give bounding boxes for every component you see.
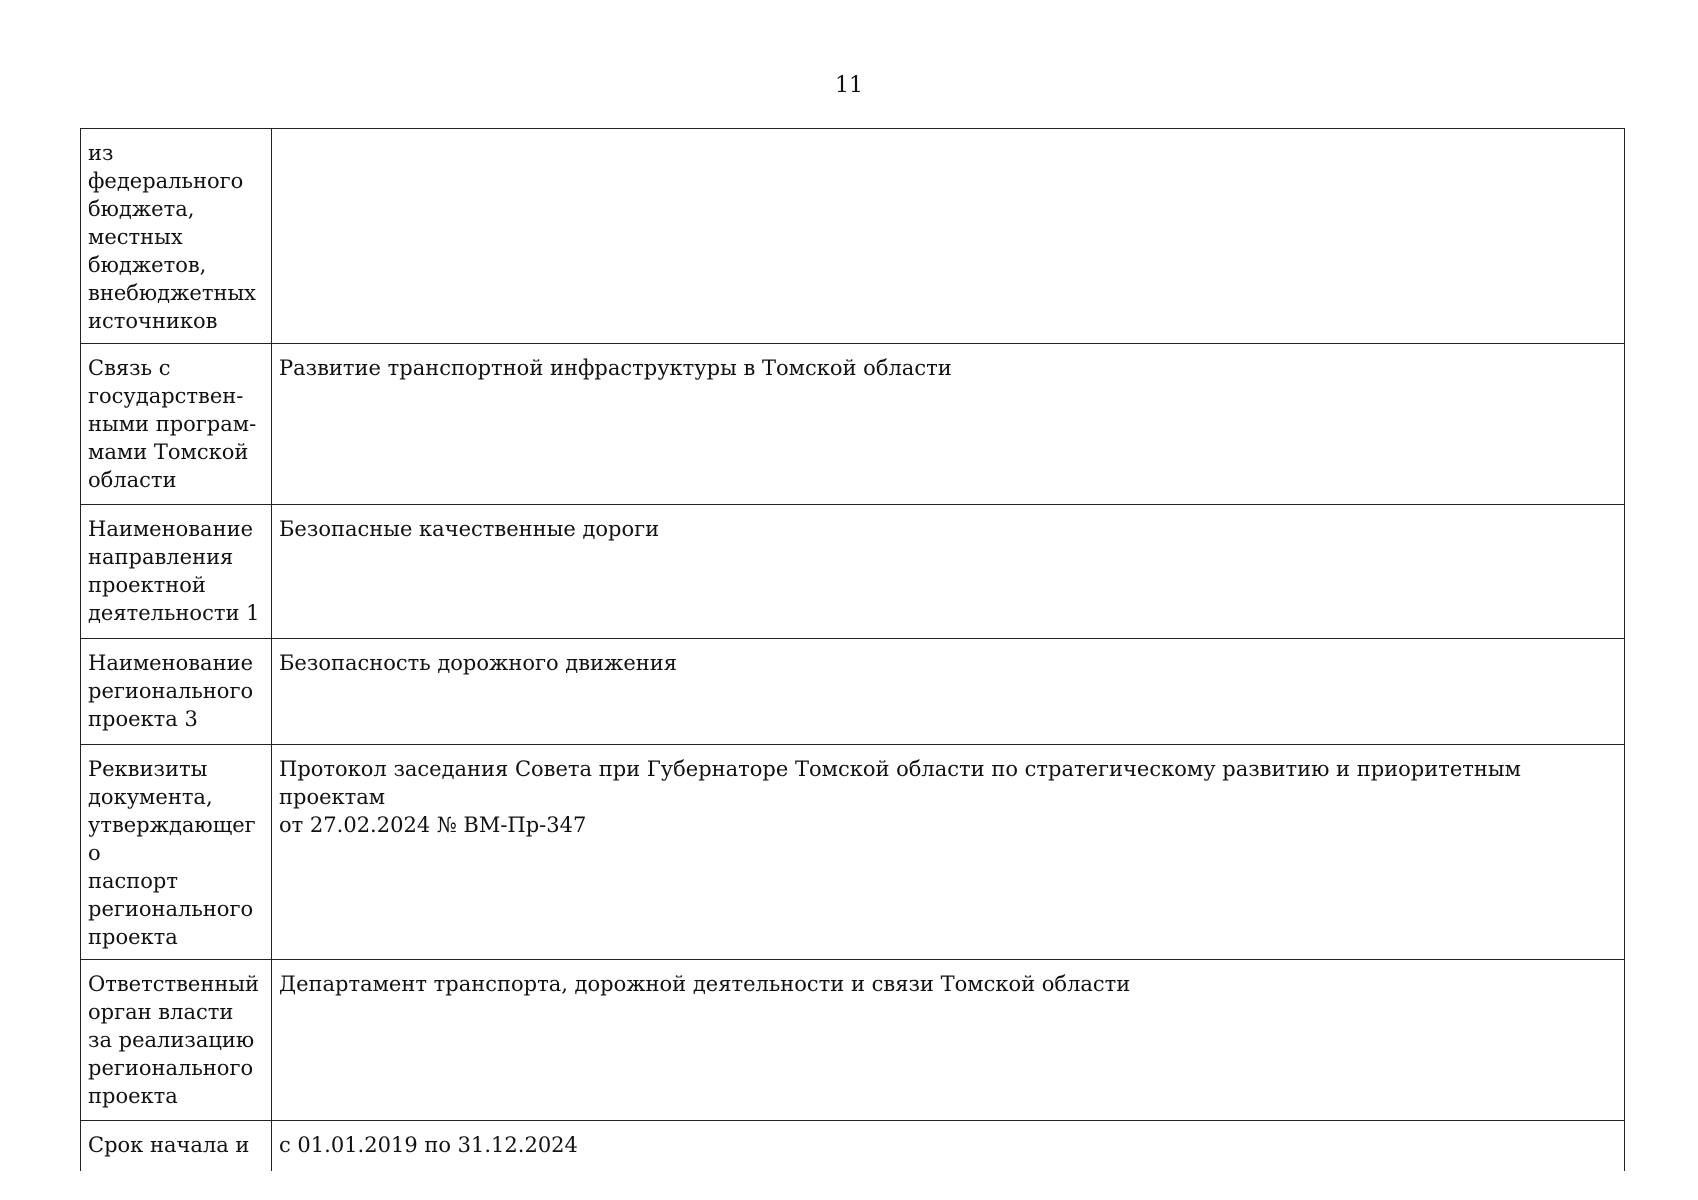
row-value-regional-project: Безопасность дорожного движения bbox=[272, 639, 1625, 745]
table-row bbox=[81, 1121, 1625, 1171]
row-value-state-programs: Развитие транспортной инфраструктуры в Томской области bbox=[272, 344, 1625, 505]
row-value-project-direction: Безопасные качественные дороги bbox=[272, 505, 1625, 639]
row-label-document-details: Реквизиты документа, утверждающего паспорт регионального проекта bbox=[81, 745, 272, 960]
row-label-funding-sources: из федерального бюджета, местных бюджетов, внебюджетных источников bbox=[81, 129, 272, 344]
row-value-funding-sources bbox=[272, 129, 1625, 344]
table-row bbox=[81, 639, 1625, 745]
table-row bbox=[81, 745, 1625, 960]
table-row bbox=[81, 129, 1625, 344]
table-row bbox=[81, 344, 1625, 505]
row-value-responsible-authority: Департамент транспорта, дорожной деятельности и связи Томской области bbox=[272, 960, 1625, 1121]
row-value-document-details: Протокол заседания Совета при Губернаторе Томской области по стратегическому развитию и приоритетным проектам от 27.02.2024 № ВМ-Пр-347 bbox=[272, 745, 1625, 960]
page-number: 11 bbox=[835, 73, 863, 98]
row-label-regional-project: Наименование регионального проекта 3 bbox=[81, 639, 272, 745]
table-row bbox=[81, 505, 1625, 639]
row-label-period: Срок начала и bbox=[81, 1121, 272, 1171]
row-value-period: с 01.01.2019 по 31.12.2024 bbox=[272, 1121, 1625, 1171]
row-label-responsible-authority: Ответственный орган власти за реализацию регионального проекта bbox=[81, 960, 272, 1121]
table-row bbox=[81, 960, 1625, 1121]
row-label-state-programs: Связь с государствен- ными програм- мами Томской области bbox=[81, 344, 272, 505]
row-label-project-direction: Наименование направления проектной деятельности 1 bbox=[81, 505, 272, 639]
passport-table bbox=[80, 128, 1625, 1171]
